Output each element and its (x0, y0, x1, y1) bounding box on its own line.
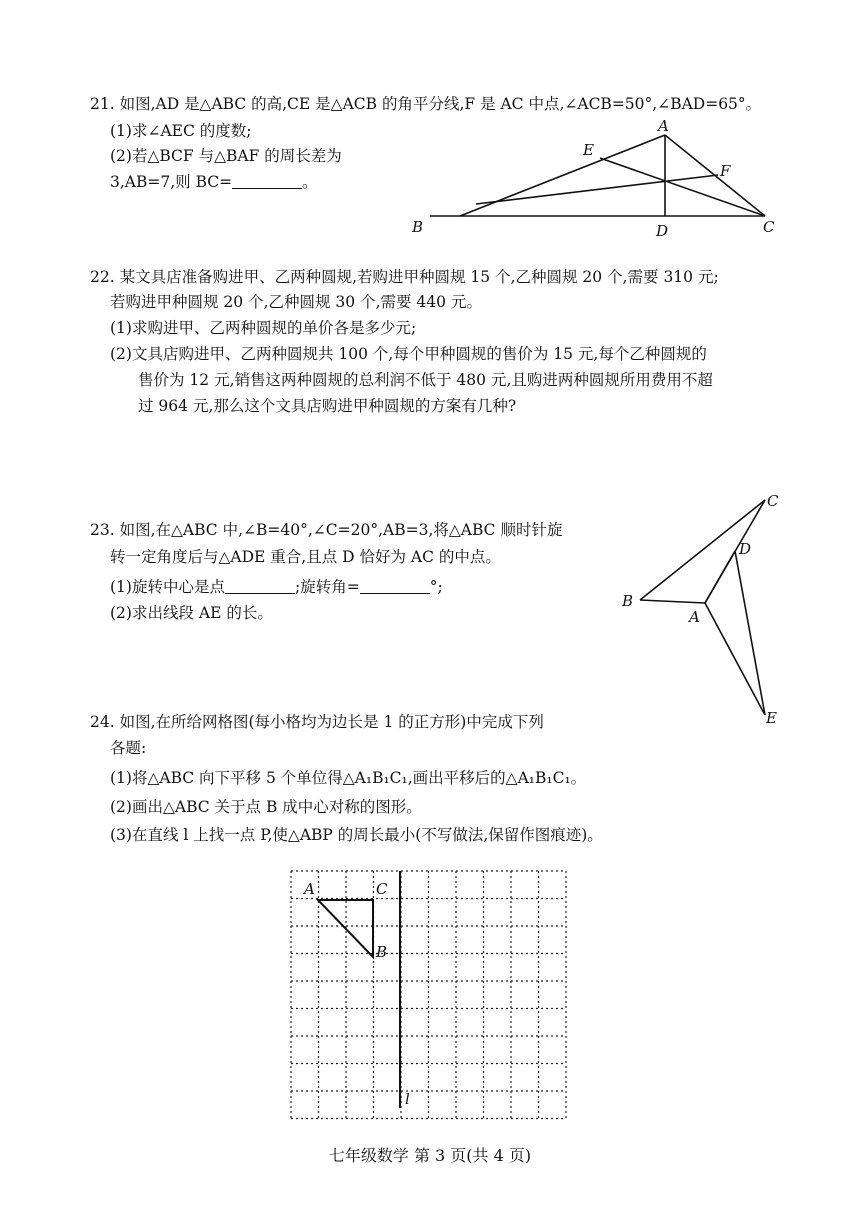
q24-line1: 24. 如图,在所给网格图(每小格均为边长是 1 的正方形)中完成下列 (90, 713, 544, 731)
q22-part1: (1)求购进甲、乙两种圆规的单价各是多少元; (110, 319, 417, 337)
q21-label-D: D (656, 222, 669, 240)
q22-part2-line1: (2)文具店购进甲、乙两种圆规共 100 个,每个甲种圆规的售价为 15 元,每个乙种圆规的 (110, 345, 707, 363)
q24-part1: (1)将△ABC 向下平移 5 个单位得△A₁B₁C₁,画出平移后的△A₁B₁C₁。 (110, 769, 587, 787)
q23-label-D: D (739, 540, 752, 558)
grid-lines (291, 871, 566, 1119)
q23-label-C: C (767, 492, 779, 510)
q23-part1-text-c: °; (429, 578, 443, 596)
q24-part2: (2)画出△ABC 关于点 B 成中心对称的图形。 (110, 798, 422, 816)
page-footer: 七年级数学 第 3 页(共 4 页) (328, 1146, 532, 1165)
q21-label-C: C (763, 218, 775, 236)
q23-part2: (2)求出线段 AE 的长。 (110, 604, 273, 622)
q23-label-B: B (622, 592, 634, 610)
q22-part2-line2: 售价为 12 元,销售这两种圆规的总利润不低于 480 元,且购进两种圆规所用费用不超 (138, 371, 713, 389)
q23-part1-text-b: ;旋转角= (294, 578, 360, 596)
q23-line2: 转一定角度后与△ADE 重合,且点 D 恰好为 AC 的中点。 (110, 548, 501, 566)
q21-part2-end: 。 (302, 173, 318, 191)
grid-label-B: B (376, 943, 388, 961)
q23-line1: 23. 如图,在△ABC 中,∠B=40°,∠C=20°,AB=3,将△ABC 顺时针旋 (90, 521, 563, 539)
q24-part3: (3)在直线 l 上找一点 P,使△ABP 的周长最小(不写做法,保留作图痕迹)。 (110, 826, 603, 844)
q23-label-E: E (766, 709, 777, 727)
q23-label-A: A (689, 608, 700, 626)
q21-part2-line1: (2)若△BCF 与△BAF 的周长差为 (110, 147, 342, 165)
triangle-abc (318, 900, 373, 957)
q21-label-B: B (412, 218, 424, 236)
q22-part2-line3: 过 964 元,那么这个文具店购进甲种圆规的方案有几种? (138, 397, 517, 415)
q21-part2-line2-text: 3,AB=7,则 BC= (110, 173, 233, 191)
q22-line1: 22. 某文具店准备购进甲、乙两种圆规,若购进甲种圆规 15 个,乙种圆规 20 个,需要 310 元; (90, 268, 719, 286)
grid-label-A: A (304, 880, 315, 898)
q22-line2: 若购进甲种圆规 20 个,乙种圆规 30 个,需要 440 元。 (110, 293, 482, 311)
q24-line2: 各题: (110, 739, 147, 757)
q21-stem: 21. 如图,AD 是△ABC 的高,CE 是△ACB 的角平分线,F 是 AC 中点,∠ACB=50°,∠BAD=65°。 (90, 95, 762, 113)
q21-label-F: F (720, 162, 731, 180)
q21-part1: (1)求∠AEC 的度数; (110, 122, 252, 140)
grid-label-C: C (376, 880, 388, 898)
q23-part1-text-a: (1)旋转中心是点 (110, 578, 225, 596)
q21-label-E: E (583, 141, 594, 159)
grid-label-l: l (405, 1090, 410, 1108)
q21-label-A: A (658, 117, 669, 135)
